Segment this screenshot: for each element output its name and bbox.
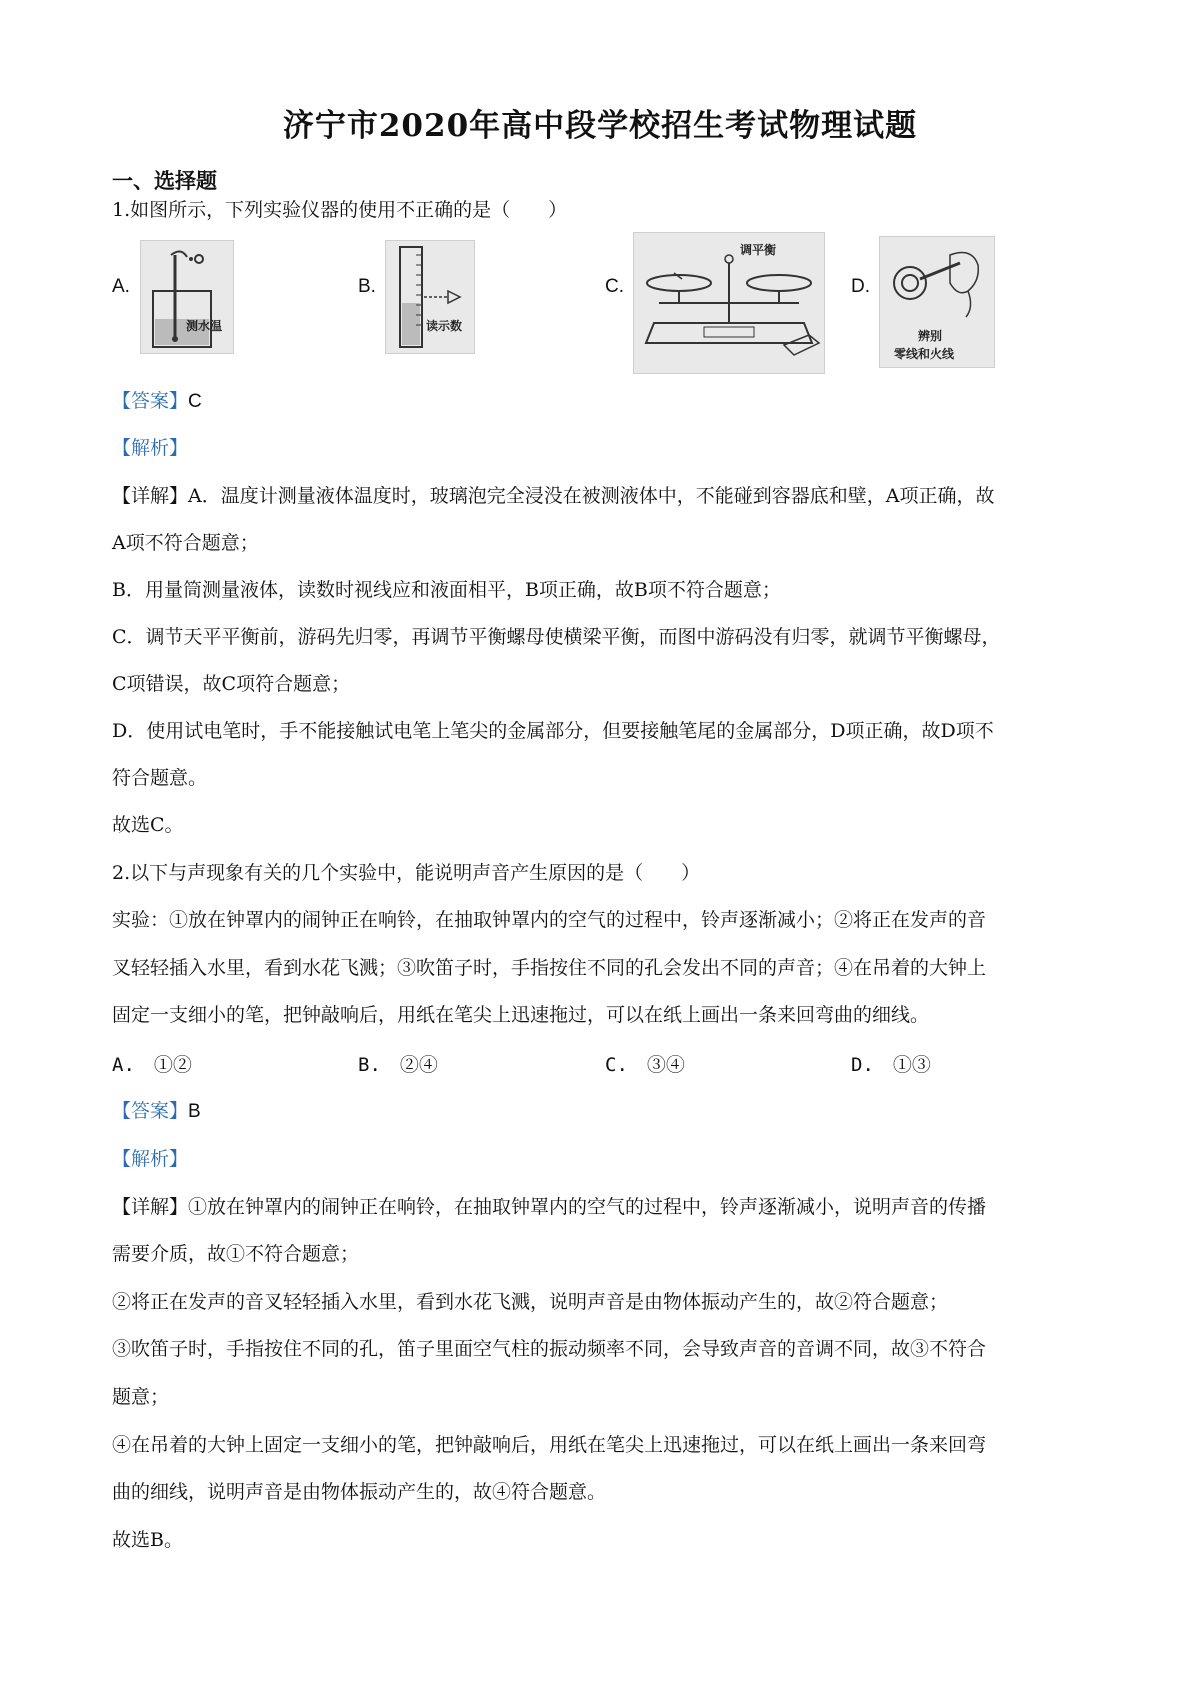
q2-detail-line: ④在吊着的大钟上固定一支细小的笔，把钟敲响后，用纸在笔尖上迅速拖过，可以在纸上画出一条来回弯 — [112, 1434, 987, 1456]
q2-analysis-tag: 【解析】 — [112, 1149, 189, 1170]
q1-option-d-caption-line2: 零线和火线 — [894, 347, 955, 361]
q2-choice-c: C. ③④ — [605, 1054, 685, 1076]
q1-detail-line: C．调节天平平衡前，游码先归零，再调节平衡螺母使横梁平衡，而图中游码没有归零，就调节平衡螺母， — [112, 626, 1001, 648]
q1-option-a-label: A. — [112, 276, 130, 297]
q1-option-c-caption: 调平衡 — [740, 243, 777, 257]
page-title: 济宁市2020年高中段学校招生考试物理试题 — [282, 108, 918, 144]
q2-detail-line: ③吹笛子时，手指按住不同的孔，笛子里面空气柱的振动频率不同，会导致声音的音调不同，故③不符合 — [112, 1338, 987, 1360]
q1-detail-line: B．用量筒测量液体，读数时视线应和液面相平，B项正确，故B项不符合题意； — [112, 579, 781, 601]
q1-option-d-label: D. — [851, 276, 870, 297]
q1-detail-line: D．使用试电笔时，手不能接触试电笔上笔尖的金属部分，但要接触笔尾的金属部分，D项正确，故D项不 — [112, 720, 994, 742]
q2-answer — [112, 1098, 1102, 1125]
q1-detail-line: 符合题意。 — [112, 767, 208, 789]
q2-body-line: 叉轻轻插入水里，看到水花飞溅；③吹笛子时，手指按住不同的孔会发出不同的声音；④在吊着的大钟上 — [112, 957, 987, 979]
q2-choice-d: D. ①③ — [851, 1054, 931, 1076]
q2-detail-line: 【详解】①放在钟罩内的闹钟正在响铃，在抽取钟罩内的空气的过程中，铃声逐渐减小，说明声音的传播 — [112, 1196, 987, 1218]
q2-detail-line: ②将正在发声的音叉轻轻插入水里，看到水花飞溅，说明声音是由物体振动产生的，故②符合题意； — [112, 1291, 949, 1313]
answer-tag: 【答案】 — [112, 1101, 189, 1122]
q1-detail-line: C项错误，故C项符合题意； — [112, 673, 351, 695]
q2-detail-line: 故选B。 — [112, 1529, 183, 1551]
q2-detail-line: 题意； — [112, 1386, 170, 1408]
q2-choice-a: A. ①② — [112, 1054, 192, 1076]
q2-stem: 2.以下与声现象有关的几个实验中，能说明声音产生原因的是（ ） — [112, 862, 701, 884]
section-heading: 一、选择题 — [112, 168, 217, 193]
q2-detail-line: 需要介质，故①不符合题意； — [112, 1243, 360, 1265]
balance-scale-figure — [633, 232, 825, 374]
answer-value: B — [188, 1101, 201, 1122]
q1-answer — [112, 388, 1102, 415]
q2-choice-b: B. ②④ — [358, 1054, 438, 1076]
q1-stem: 1.如图所示，下列实验仪器的使用不正确的是（ ） — [112, 199, 568, 221]
answer-value: C — [188, 391, 202, 412]
q1-option-a-caption: 测水温 — [186, 319, 223, 333]
q1-detail-line: A项不符合题意； — [112, 532, 259, 554]
q1-analysis-tag: 【解析】 — [112, 438, 189, 459]
q1-detail-line: 【详解】A．温度计测量液体温度时，玻璃泡完全浸没在被测液体中，不能碰到容器底和壁，A项正确，故 — [112, 485, 995, 507]
q1-option-b-caption: 读示数 — [426, 319, 463, 333]
answer-tag: 【答案】 — [112, 391, 189, 412]
q1-option-b-label: B. — [358, 276, 376, 297]
q1-option-c-label: C. — [605, 276, 624, 297]
q2-detail-line: 曲的细线，说明声音是由物体振动产生的，故④符合题意。 — [112, 1481, 607, 1503]
q1-detail-line: 故选C。 — [112, 814, 184, 836]
thermometer-figure — [140, 240, 234, 354]
q1-option-d-caption-line1: 辨别 — [918, 329, 943, 343]
graduated-cylinder-figure — [385, 240, 475, 354]
q2-body-line: 实验：①放在钟罩内的闹钟正在响铃，在抽取钟罩内的空气的过程中，铃声逐渐减小；②将正在发声的音 — [112, 909, 987, 931]
test-pen-figure — [879, 236, 995, 368]
q2-body-line: 固定一支细小的笔，把钟敲响后，用纸在笔尖上迅速拖过，可以在纸上画出一条来回弯曲的细线。 — [112, 1004, 930, 1026]
